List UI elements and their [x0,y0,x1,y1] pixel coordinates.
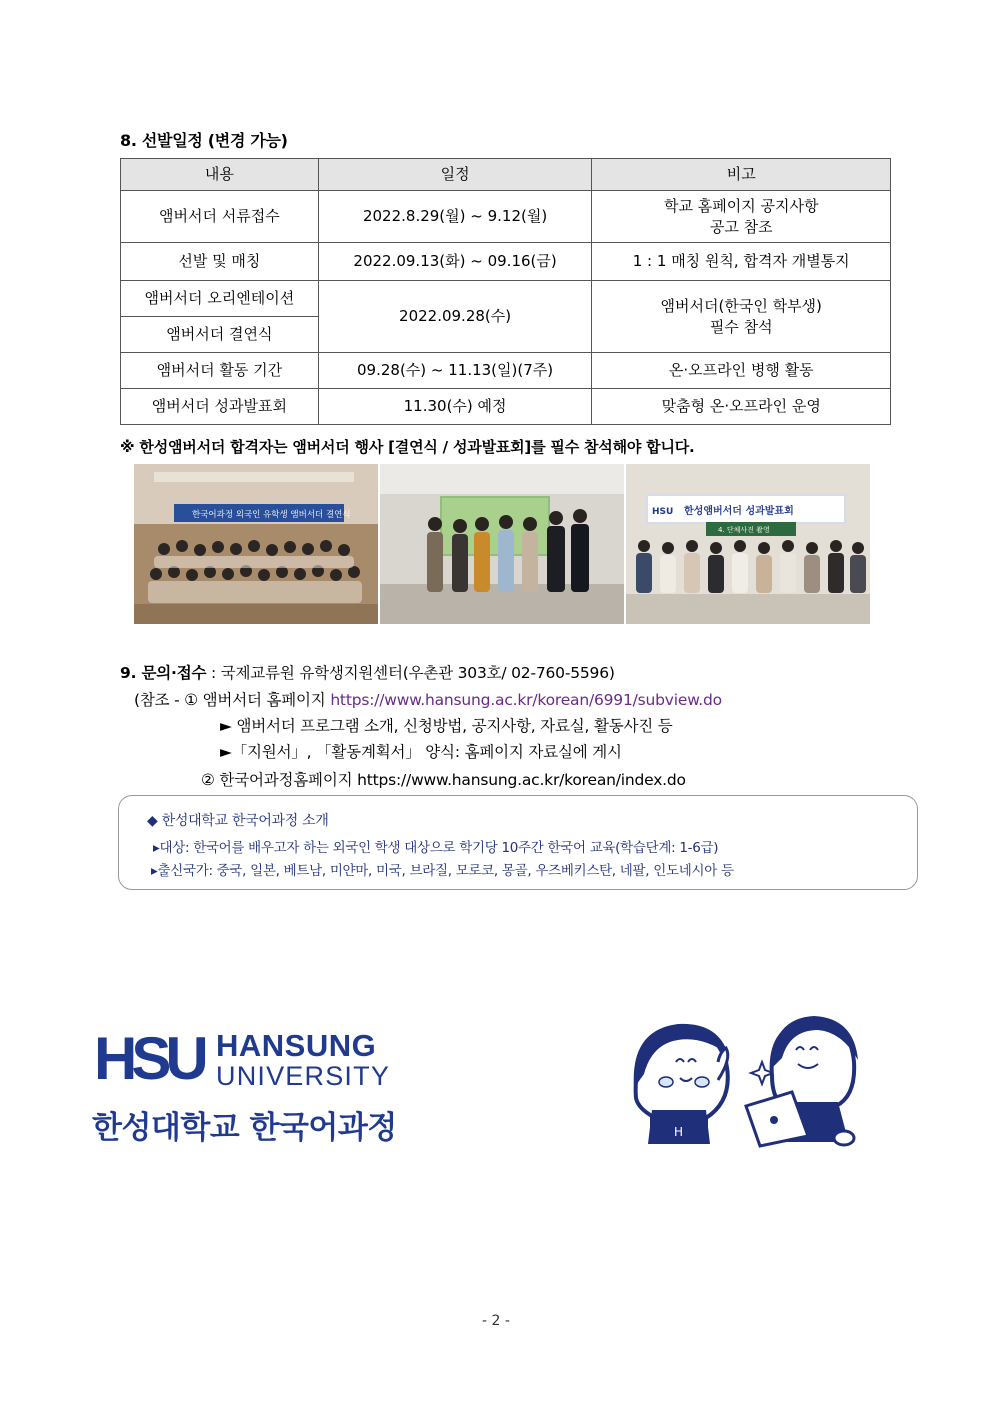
schedule-table [120,158,891,425]
info-box-line-countries: ▸출신국가: 중국, 일본, 베트남, 미얀마, 미국, 브라질, 모로코, 몽골, 우즈베키스탄, 네팔, 인도네시아 등 [151,863,734,879]
banner-logo: HSU [652,507,674,517]
cell-item: 앰버서더 오리엔테이션 [121,281,319,317]
cell-item: 선발 및 매칭 [121,243,319,281]
photo-ceremony [134,464,378,624]
table-row [121,281,891,317]
info-box-line-target: ▸대상: 한국어를 배우고자 하는 외국인 학생 대상으로 학기당 10주간 한국어 교육(학습단계: 1-6급) [153,840,719,856]
page-number: - 2 - [482,1313,510,1329]
cell-item: 앰버서더 성과발표회 [121,389,319,425]
korean-course-homepage-link[interactable]: https://www.hansung.ac.kr/korean/index.do [357,771,686,789]
cell-note: 맞춤형 온·오프라인 운영 [592,389,891,425]
notice-text: ※ 한성앰버서더 합격자는 앰버서더 행사 [결연식 / 성과발표회]를 필수 참석해야 합니다. [120,438,695,456]
info-box [118,795,918,890]
cell-date: 2022.09.28(수) [318,281,592,353]
cell-note [592,281,891,353]
hansung-wordmark: HANSUNG [216,1028,377,1063]
contact-line [120,661,615,683]
cell-date: 09.28(수) ~ 11.13(일)(7주) [318,353,592,389]
cell-item: 앰버서더 활동 기간 [121,353,319,389]
header-date: 일정 [318,159,592,191]
table-header-row [121,159,891,191]
reference-sub-2: ►「지원서」, 「활동계획서」 양식: 홈페이지 자료실에 게시 [220,743,622,761]
header-content: 내용 [121,159,319,191]
mascot-illustration [622,1010,862,1150]
cell-item: 앰버서더 서류접수 [121,191,319,243]
cell-note [592,191,891,243]
hsu-logo-mark: HSU [94,1025,203,1092]
table-row [121,243,891,281]
note-line: 필수 참석 [709,317,773,336]
header-note: 비고 [592,159,891,191]
ambassador-homepage-link[interactable]: https://www.hansung.ac.kr/korean/6991/subview.do [330,691,722,709]
cell-date: 11.30(수) 예정 [318,389,592,425]
note-line: 학교 홈페이지 공지사항 [664,197,819,216]
svg-text:H: H [674,1125,684,1139]
table-row [121,389,891,425]
cell-date: 2022.8.29(월) ~ 9.12(월) [318,191,592,243]
korean-course-title: 한성대학교 한국어과정 [92,1110,397,1146]
hsu-logo [94,1025,414,1100]
cell-note: 1 : 1 매칭 원칙, 합격자 개별통지 [592,243,891,281]
note-line: 앰버서더(한국인 학부생) [660,297,822,316]
table-row [121,353,891,389]
table-row [121,191,891,243]
info-box-title: ◆ 한성대학교 한국어과정 소개 [147,813,329,829]
mascot-left-icon [634,1024,728,1144]
cell-note: 온·오프라인 병행 활동 [592,353,891,389]
banner-text: 한성앰버서더 성과발표회 [684,506,794,517]
section8-title: 8. 선발일정 (변경 가능) [120,131,288,150]
cell-date: 2022.09.13(화) ~ 09.16(금) [318,243,592,281]
contact-text: : 국제교류원 유학생지원센터(우촌관 303호/ 02-760-5596) [206,664,615,682]
reference-sub-1: ► 앰버서더 프로그램 소개, 신청방법, 공지사항, 자료실, 활동사진 등 [220,717,673,735]
banner-sub: 4. 단체사진 촬영 [718,526,770,534]
reference-prefix-2: ② 한국어과정홈페이지 [201,771,358,789]
reference-line-1 [134,688,722,710]
section9-title: 9. 문의·접수 [120,664,207,682]
reference-line-2 [201,768,686,790]
reference-prefix: (참조 - ① 앰버서더 홈페이지 [134,691,331,709]
photo-group-small [380,464,624,624]
banner-text: 한국어과정 외국인 유학생 앰버서더 결연식 [192,510,351,520]
cell-item: 앰버서더 결연식 [121,317,319,353]
note-line: 공고 참조 [709,217,773,236]
photo-presentation [626,464,870,624]
university-wordmark: UNIVERSITY [216,1061,391,1091]
